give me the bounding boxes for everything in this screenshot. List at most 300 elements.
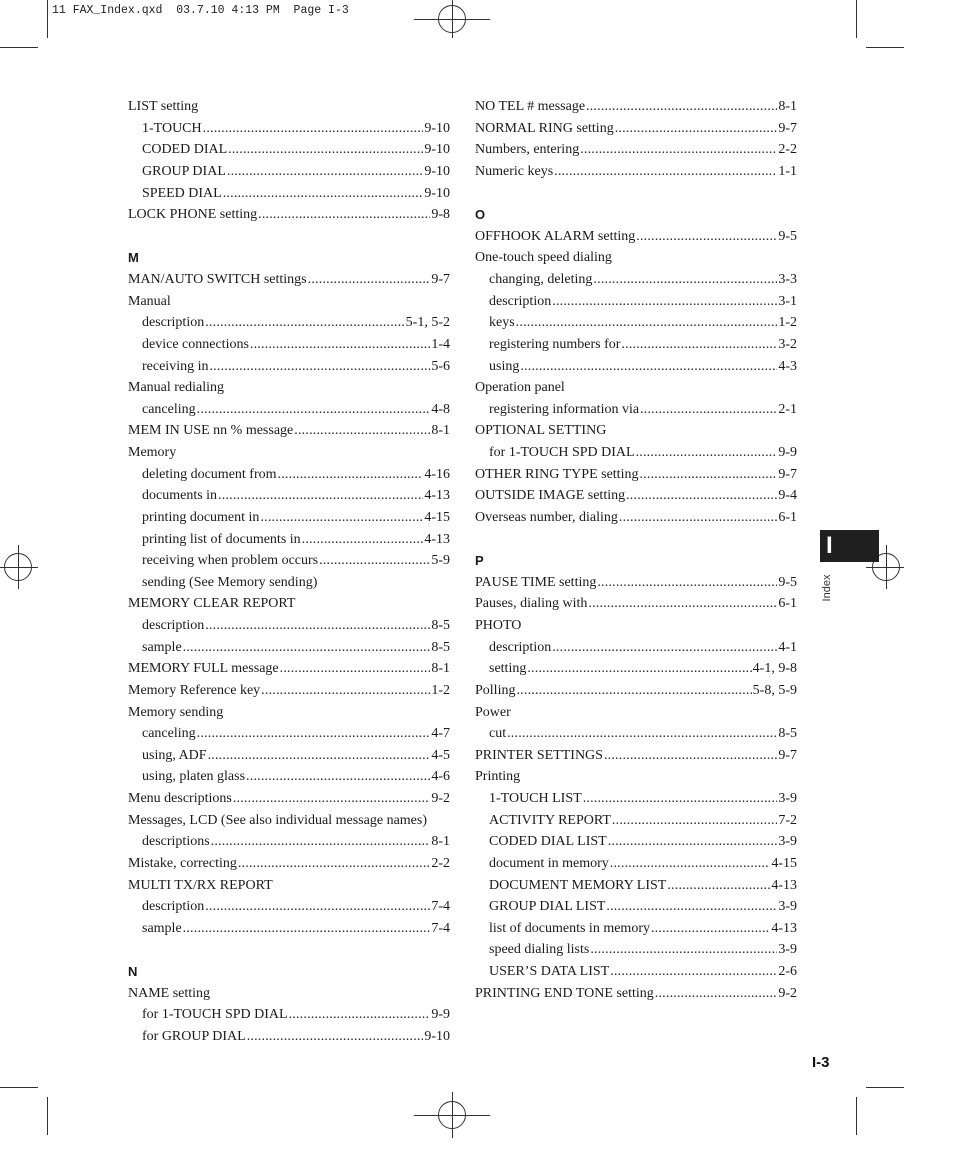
dot-leader xyxy=(280,661,431,677)
dot-leader xyxy=(580,142,777,158)
index-letter-heading: O xyxy=(475,207,486,223)
dot-leader xyxy=(223,186,424,202)
index-entry-label: sample xyxy=(142,920,182,936)
index-entry-label: device connections xyxy=(142,336,249,352)
index-entry-label: description xyxy=(142,315,205,331)
index-entry-page: 8-5 xyxy=(778,726,797,742)
dot-leader xyxy=(588,596,777,612)
index-entry-page: 5-9 xyxy=(431,553,450,569)
index-subentry xyxy=(128,575,450,597)
index-entry-page: 4-6 xyxy=(431,769,450,785)
index-entry-page: 1-1 xyxy=(778,163,797,179)
dot-leader xyxy=(590,942,777,958)
registration-crosshair xyxy=(0,567,38,568)
index-entry-label: sending (See Memory sending) xyxy=(142,574,318,590)
dot-leader xyxy=(233,791,431,807)
index-entry-label: documents in xyxy=(142,488,218,504)
dot-leader xyxy=(606,899,777,915)
dot-leader xyxy=(278,467,424,483)
index-entry-label: for GROUP DIAL xyxy=(142,1028,246,1044)
dot-leader xyxy=(183,640,431,656)
index-entry-page: 8-1 xyxy=(431,423,450,439)
index-entry-label: 1-TOUCH LIST xyxy=(489,791,582,806)
dot-leader xyxy=(209,359,430,375)
index-entry-page: 6-1 xyxy=(778,596,797,612)
index-subentry xyxy=(128,553,450,575)
dot-leader xyxy=(520,359,777,375)
index-entry-page: 3-9 xyxy=(778,834,797,850)
index-column-left xyxy=(128,99,450,1051)
index-subentry xyxy=(475,878,797,900)
dot-leader xyxy=(246,769,430,785)
index-entry-page: 2-6 xyxy=(778,964,797,979)
dot-leader xyxy=(655,986,778,1002)
index-entry-label: cut xyxy=(489,726,507,742)
index-entry-label: NO TEL # message xyxy=(475,99,586,114)
dot-leader xyxy=(507,726,777,742)
dot-leader xyxy=(636,229,777,245)
index-entry-label: OFFHOOK ALARM setting xyxy=(475,228,636,244)
section-tab-label: Index xyxy=(821,574,833,602)
index-entry xyxy=(128,705,450,727)
dot-leader xyxy=(238,856,430,872)
index-entry xyxy=(475,488,797,510)
index-subentry xyxy=(128,121,450,143)
crop-mark xyxy=(47,1097,48,1135)
index-entry-page: 9-7 xyxy=(431,272,450,287)
index-entry-page: 9-9 xyxy=(778,445,797,460)
crop-mark xyxy=(856,1097,857,1135)
index-entry-page: 3-9 xyxy=(778,899,797,915)
page-number: I-3 xyxy=(812,1054,830,1071)
index-entry-label: CODED DIAL LIST xyxy=(489,834,607,850)
index-subentry xyxy=(475,856,797,878)
index-entry-page: 7-2 xyxy=(778,812,797,828)
index-entry-page: 7-4 xyxy=(431,920,450,936)
index-letter-heading: N xyxy=(128,964,138,979)
index-subentry xyxy=(128,726,450,748)
dot-leader xyxy=(640,402,777,418)
registration-crosshair xyxy=(886,545,887,589)
index-entry-page: 3-2 xyxy=(778,336,797,352)
index-entry-label: PRINTER SETTINGS xyxy=(475,747,603,763)
dot-leader xyxy=(261,683,430,699)
dot-leader xyxy=(621,337,777,353)
dot-leader xyxy=(583,791,778,807)
dot-leader xyxy=(205,315,404,331)
index-entry-page: 8-1 xyxy=(431,661,450,677)
index-entry-label: using xyxy=(489,358,520,374)
registration-crosshair xyxy=(866,567,904,568)
index-entry-label: Menu descriptions xyxy=(128,791,232,806)
index-entry-label: description xyxy=(142,899,205,915)
index-subentry xyxy=(128,315,450,337)
index-entry-label: PAUSE TIME setting xyxy=(475,574,597,590)
index-entry-label: description xyxy=(489,293,552,309)
index-entry-page: 9-2 xyxy=(431,791,450,806)
index-subentry xyxy=(475,726,797,748)
index-subentry xyxy=(475,813,797,835)
index-subentry xyxy=(475,964,797,986)
dot-leader xyxy=(218,488,423,504)
index-entry-label: registering numbers for xyxy=(489,336,621,352)
section-tab xyxy=(820,530,879,562)
crop-mark xyxy=(0,47,38,48)
index-subentry xyxy=(475,402,797,424)
index-subentry xyxy=(475,640,797,662)
index-entry-label: list of documents in memory xyxy=(489,920,650,936)
index-subentry xyxy=(128,1029,450,1051)
dot-leader xyxy=(586,99,777,115)
index-entry xyxy=(128,380,450,402)
dot-leader xyxy=(626,488,777,504)
dot-leader xyxy=(208,748,431,764)
index-subentry xyxy=(128,142,450,164)
index-subentry xyxy=(475,294,797,316)
crop-mark xyxy=(856,0,857,38)
index-entry-page: 3-9 xyxy=(778,942,797,958)
index-entry-page: 9-2 xyxy=(778,985,797,1001)
index-entry-label: setting xyxy=(489,661,527,677)
dot-leader xyxy=(608,834,778,850)
registration-crosshair xyxy=(452,1092,453,1138)
dot-leader xyxy=(247,1029,424,1045)
index-entry xyxy=(475,229,797,251)
index-entry-label: MEMORY FULL message xyxy=(128,661,279,677)
index-entry-label: Operation panel xyxy=(475,380,565,396)
index-entry-page: 8-5 xyxy=(431,618,450,633)
index-subentry xyxy=(128,532,450,554)
dot-leader xyxy=(302,532,424,548)
index-entry-page: 8-5 xyxy=(431,639,450,655)
index-subentry xyxy=(128,748,450,770)
index-subentry xyxy=(475,272,797,294)
index-subentry xyxy=(475,315,797,337)
index-entry-page: 9-7 xyxy=(778,747,797,763)
index-entry xyxy=(475,748,797,770)
index-entry-label: description xyxy=(489,639,552,655)
dot-leader xyxy=(183,921,431,937)
index-entry-label: Power xyxy=(475,704,511,720)
dot-leader xyxy=(197,402,431,418)
index-entry-label: Pauses, dialing with xyxy=(475,596,588,612)
dot-leader xyxy=(610,856,771,872)
index-entry-page: 3-1 xyxy=(778,293,797,309)
index-entry-label: OTHER RING TYPE setting xyxy=(475,466,639,482)
index-letter-heading: M xyxy=(128,250,139,266)
index-spacer xyxy=(475,532,797,554)
index-entry-label: MEM IN USE nn % message xyxy=(128,423,294,439)
dot-leader xyxy=(615,121,778,137)
index-entry-label: ACTIVITY REPORT xyxy=(489,812,611,828)
index-entry-label: PHOTO xyxy=(475,618,522,633)
file-slug-line: 11 FAX_Index.qxd 03.7.10 4:13 PM Page I-3 xyxy=(52,4,349,17)
dot-leader xyxy=(205,618,430,634)
index-entry xyxy=(475,683,797,705)
index-entry-page: 6-1 xyxy=(778,509,797,525)
dot-leader xyxy=(604,748,777,764)
index-entry xyxy=(475,769,797,791)
dot-leader xyxy=(639,467,777,483)
index-subentry xyxy=(475,337,797,359)
index-entry-page: 9-10 xyxy=(424,185,450,201)
index-entry-label: Memory xyxy=(128,445,177,460)
index-entry-label: Memory sending xyxy=(128,704,224,720)
index-subentry xyxy=(128,402,450,424)
index-entry-label: receiving when problem occurs xyxy=(142,553,319,569)
index-column-right xyxy=(475,99,797,1007)
index-subentry xyxy=(475,834,797,856)
index-entry-page: 4-1 xyxy=(778,639,797,655)
index-entry-page: 1-4 xyxy=(431,336,450,352)
index-entry-page: 4-3 xyxy=(778,358,797,374)
index-entry-page: 4-7 xyxy=(431,726,450,742)
index-entry-page: 4-5 xyxy=(431,747,450,763)
index-entry-label: PRINTING END TONE setting xyxy=(475,985,654,1001)
index-entry xyxy=(128,813,450,835)
index-subentry xyxy=(475,359,797,381)
index-entry-label: MULTI TX/RX REPORT xyxy=(128,877,273,893)
index-entry xyxy=(475,705,797,727)
crop-mark xyxy=(0,1087,38,1088)
index-entry-label: deleting document from xyxy=(142,466,277,482)
index-subentry xyxy=(128,834,450,856)
index-subentry xyxy=(475,445,797,467)
index-entry xyxy=(128,423,450,445)
index-subentry xyxy=(128,1007,450,1029)
index-entry xyxy=(128,445,450,467)
index-entry xyxy=(128,856,450,878)
index-entry-label: Numeric keys xyxy=(475,163,554,179)
registration-crosshair xyxy=(452,0,453,38)
index-entry-label: document in memory xyxy=(489,855,609,871)
index-subentry xyxy=(475,899,797,921)
index-subentry xyxy=(475,942,797,964)
index-entry-page: 2-1 xyxy=(778,401,797,417)
dot-leader xyxy=(258,207,430,223)
index-entry-label: Polling xyxy=(475,682,516,698)
index-entry xyxy=(128,596,450,618)
index-entry-label: Memory Reference key xyxy=(128,682,261,698)
dot-leader xyxy=(516,315,778,331)
index-subentry xyxy=(128,186,450,208)
index-entry-page: 2-2 xyxy=(431,855,450,871)
crop-mark xyxy=(47,0,48,38)
index-spacer xyxy=(475,186,797,208)
index-entry-page: 3-3 xyxy=(778,272,797,287)
index-entry-label: for 1-TOUCH SPD DIAL xyxy=(142,1007,288,1023)
index-entry xyxy=(475,142,797,164)
index-entry-label: LOCK PHONE setting xyxy=(128,207,258,223)
index-entry-page: 1-2 xyxy=(431,682,450,698)
index-entry xyxy=(128,986,450,1008)
index-entry-page: 8-1 xyxy=(778,99,797,114)
index-entry xyxy=(128,661,450,683)
dot-leader xyxy=(205,899,430,915)
index-entry xyxy=(475,423,797,445)
index-entry xyxy=(128,791,450,813)
index-entry-label: sample xyxy=(142,639,182,655)
index-entry xyxy=(475,986,797,1008)
index-entry-label: Numbers, entering xyxy=(475,142,580,158)
dot-leader xyxy=(636,445,778,461)
index-entry-page: 9-7 xyxy=(778,466,797,482)
index-letter-heading: P xyxy=(475,553,484,569)
crop-mark xyxy=(866,47,904,48)
index-entry-page: 9-9 xyxy=(431,1007,450,1023)
index-entry-page: 4-13 xyxy=(424,488,450,504)
dot-leader xyxy=(552,294,777,310)
index-entry-label: canceling xyxy=(142,401,196,417)
dot-leader xyxy=(228,142,423,158)
index-entry-page: 4-13 xyxy=(424,531,450,547)
registration-crosshair xyxy=(18,545,19,589)
index-entry-page: 5-1, 5-2 xyxy=(405,315,450,331)
index-entry-label: printing document in xyxy=(142,509,260,525)
index-entry-label: GROUP DIAL xyxy=(142,163,226,179)
index-entry-label: SPEED DIAL xyxy=(142,185,222,201)
index-entry-label: MEMORY CLEAR REPORT xyxy=(128,596,296,612)
index-entry-page: 4-16 xyxy=(424,466,450,482)
index-entry-page: 9-5 xyxy=(778,228,797,244)
index-entry-page: 4-8 xyxy=(431,401,450,417)
index-subentry xyxy=(128,164,450,186)
index-entry-label: using, ADF xyxy=(142,747,207,763)
dot-leader xyxy=(651,921,770,937)
dot-leader xyxy=(294,423,430,439)
index-subentry xyxy=(128,510,450,532)
index-entry xyxy=(475,380,797,402)
index-spacer xyxy=(128,942,450,964)
index-entry-label: for 1-TOUCH SPD DIAL xyxy=(489,445,635,460)
index-entry-page: 9-10 xyxy=(424,1028,450,1044)
dot-leader xyxy=(197,726,431,742)
index-entry-label: canceling xyxy=(142,726,196,742)
index-entry xyxy=(128,207,450,229)
index-entry-label: USER’S DATA LIST xyxy=(489,964,610,979)
index-entry-label: One-touch speed dialing xyxy=(475,250,612,266)
index-entry-page: 1-2 xyxy=(778,315,797,331)
index-entry-page: 9-4 xyxy=(778,488,797,504)
index-entry-page: 9-10 xyxy=(424,163,450,179)
index-entry-label: NAME setting xyxy=(128,985,211,1001)
index-entry-label: OUTSIDE IMAGE setting xyxy=(475,488,626,504)
index-entry-page: 4-13 xyxy=(771,920,797,936)
index-entry-label: MAN/AUTO SWITCH settings xyxy=(128,272,307,287)
index-subentry xyxy=(475,921,797,943)
index-entry-page: 9-7 xyxy=(778,120,797,136)
dot-leader xyxy=(319,553,430,569)
dot-leader xyxy=(516,683,751,699)
dot-leader xyxy=(308,272,431,288)
dot-leader xyxy=(619,510,777,526)
index-entry-label: changing, deleting xyxy=(489,272,593,287)
index-entry-label: speed dialing lists xyxy=(489,942,590,958)
index-entry-label: description xyxy=(142,618,205,633)
dot-leader xyxy=(260,510,423,526)
section-tab-letter: I xyxy=(826,532,833,559)
index-subentry xyxy=(128,640,450,662)
index-entry xyxy=(475,121,797,143)
index-entry-label: Overseas number, dialing xyxy=(475,509,618,525)
index-entry-label: receiving in xyxy=(142,358,209,374)
dot-leader xyxy=(554,164,777,180)
index-entry-page: 4-13 xyxy=(771,877,797,893)
index-entry xyxy=(475,575,797,597)
index-entry xyxy=(128,272,450,294)
dot-leader xyxy=(612,813,777,829)
dot-leader xyxy=(211,834,431,850)
index-entry-label: Mistake, correcting xyxy=(128,855,237,871)
index-subentry xyxy=(475,791,797,813)
index-subentry xyxy=(128,467,450,489)
index-entry-label: DOCUMENT MEMORY LIST xyxy=(489,877,667,893)
index-entry xyxy=(475,510,797,532)
index-entry-label: using, platen glass xyxy=(142,769,246,785)
index-entry-label: NORMAL RING setting xyxy=(475,120,614,136)
index-entry xyxy=(475,250,797,272)
dot-leader xyxy=(227,164,423,180)
index-entry-page: 3-9 xyxy=(778,791,797,806)
index-entry-label: LIST setting xyxy=(128,99,199,114)
index-entry-label: keys xyxy=(489,315,515,331)
index-entry xyxy=(475,99,797,121)
index-subentry xyxy=(128,769,450,791)
index-entry-page: 4-15 xyxy=(424,509,450,525)
index-entry-page: 2-2 xyxy=(778,142,797,158)
dot-leader xyxy=(610,964,777,980)
index-entry xyxy=(475,618,797,640)
dot-leader xyxy=(593,272,777,288)
dot-leader xyxy=(597,575,777,591)
index-entry xyxy=(128,294,450,316)
dot-leader xyxy=(203,121,424,137)
index-entry-page: 9-10 xyxy=(424,120,450,136)
index-subentry xyxy=(128,359,450,381)
index-entry-page: 4-1, 9-8 xyxy=(752,661,797,677)
dot-leader xyxy=(289,1007,431,1023)
dot-leader xyxy=(250,337,430,353)
index-entry-page: 5-8, 5-9 xyxy=(752,682,797,698)
index-entry xyxy=(475,467,797,489)
index-entry-label: 1-TOUCH xyxy=(142,120,202,136)
dot-leader xyxy=(527,661,751,677)
index-entry-label: Messages, LCD (See also individual message names) xyxy=(128,812,427,828)
index-entry-label: Manual xyxy=(128,293,171,309)
index-entry-page: 8-1 xyxy=(431,834,450,850)
dot-leader xyxy=(667,878,770,894)
index-entry xyxy=(128,683,450,705)
index-subentry xyxy=(128,618,450,640)
index-entry xyxy=(128,878,450,900)
dot-leader xyxy=(552,640,777,656)
index-subentry xyxy=(128,337,450,359)
crop-mark xyxy=(866,1087,904,1088)
index-entry-label: Printing xyxy=(475,769,521,785)
index-entry-label: printing list of documents in xyxy=(142,531,301,547)
index-entry-page: 9-5 xyxy=(778,574,797,590)
index-subentry xyxy=(475,661,797,683)
index-entry-page: 5-6 xyxy=(431,358,450,374)
index-entry-page: 7-4 xyxy=(431,899,450,915)
index-entry xyxy=(475,596,797,618)
index-entry-label: GROUP DIAL LIST xyxy=(489,899,606,915)
index-subentry xyxy=(128,899,450,921)
index-entry-page: 9-10 xyxy=(424,142,450,158)
index-subentry xyxy=(128,488,450,510)
index-entry xyxy=(128,99,450,121)
index-subentry xyxy=(128,921,450,943)
